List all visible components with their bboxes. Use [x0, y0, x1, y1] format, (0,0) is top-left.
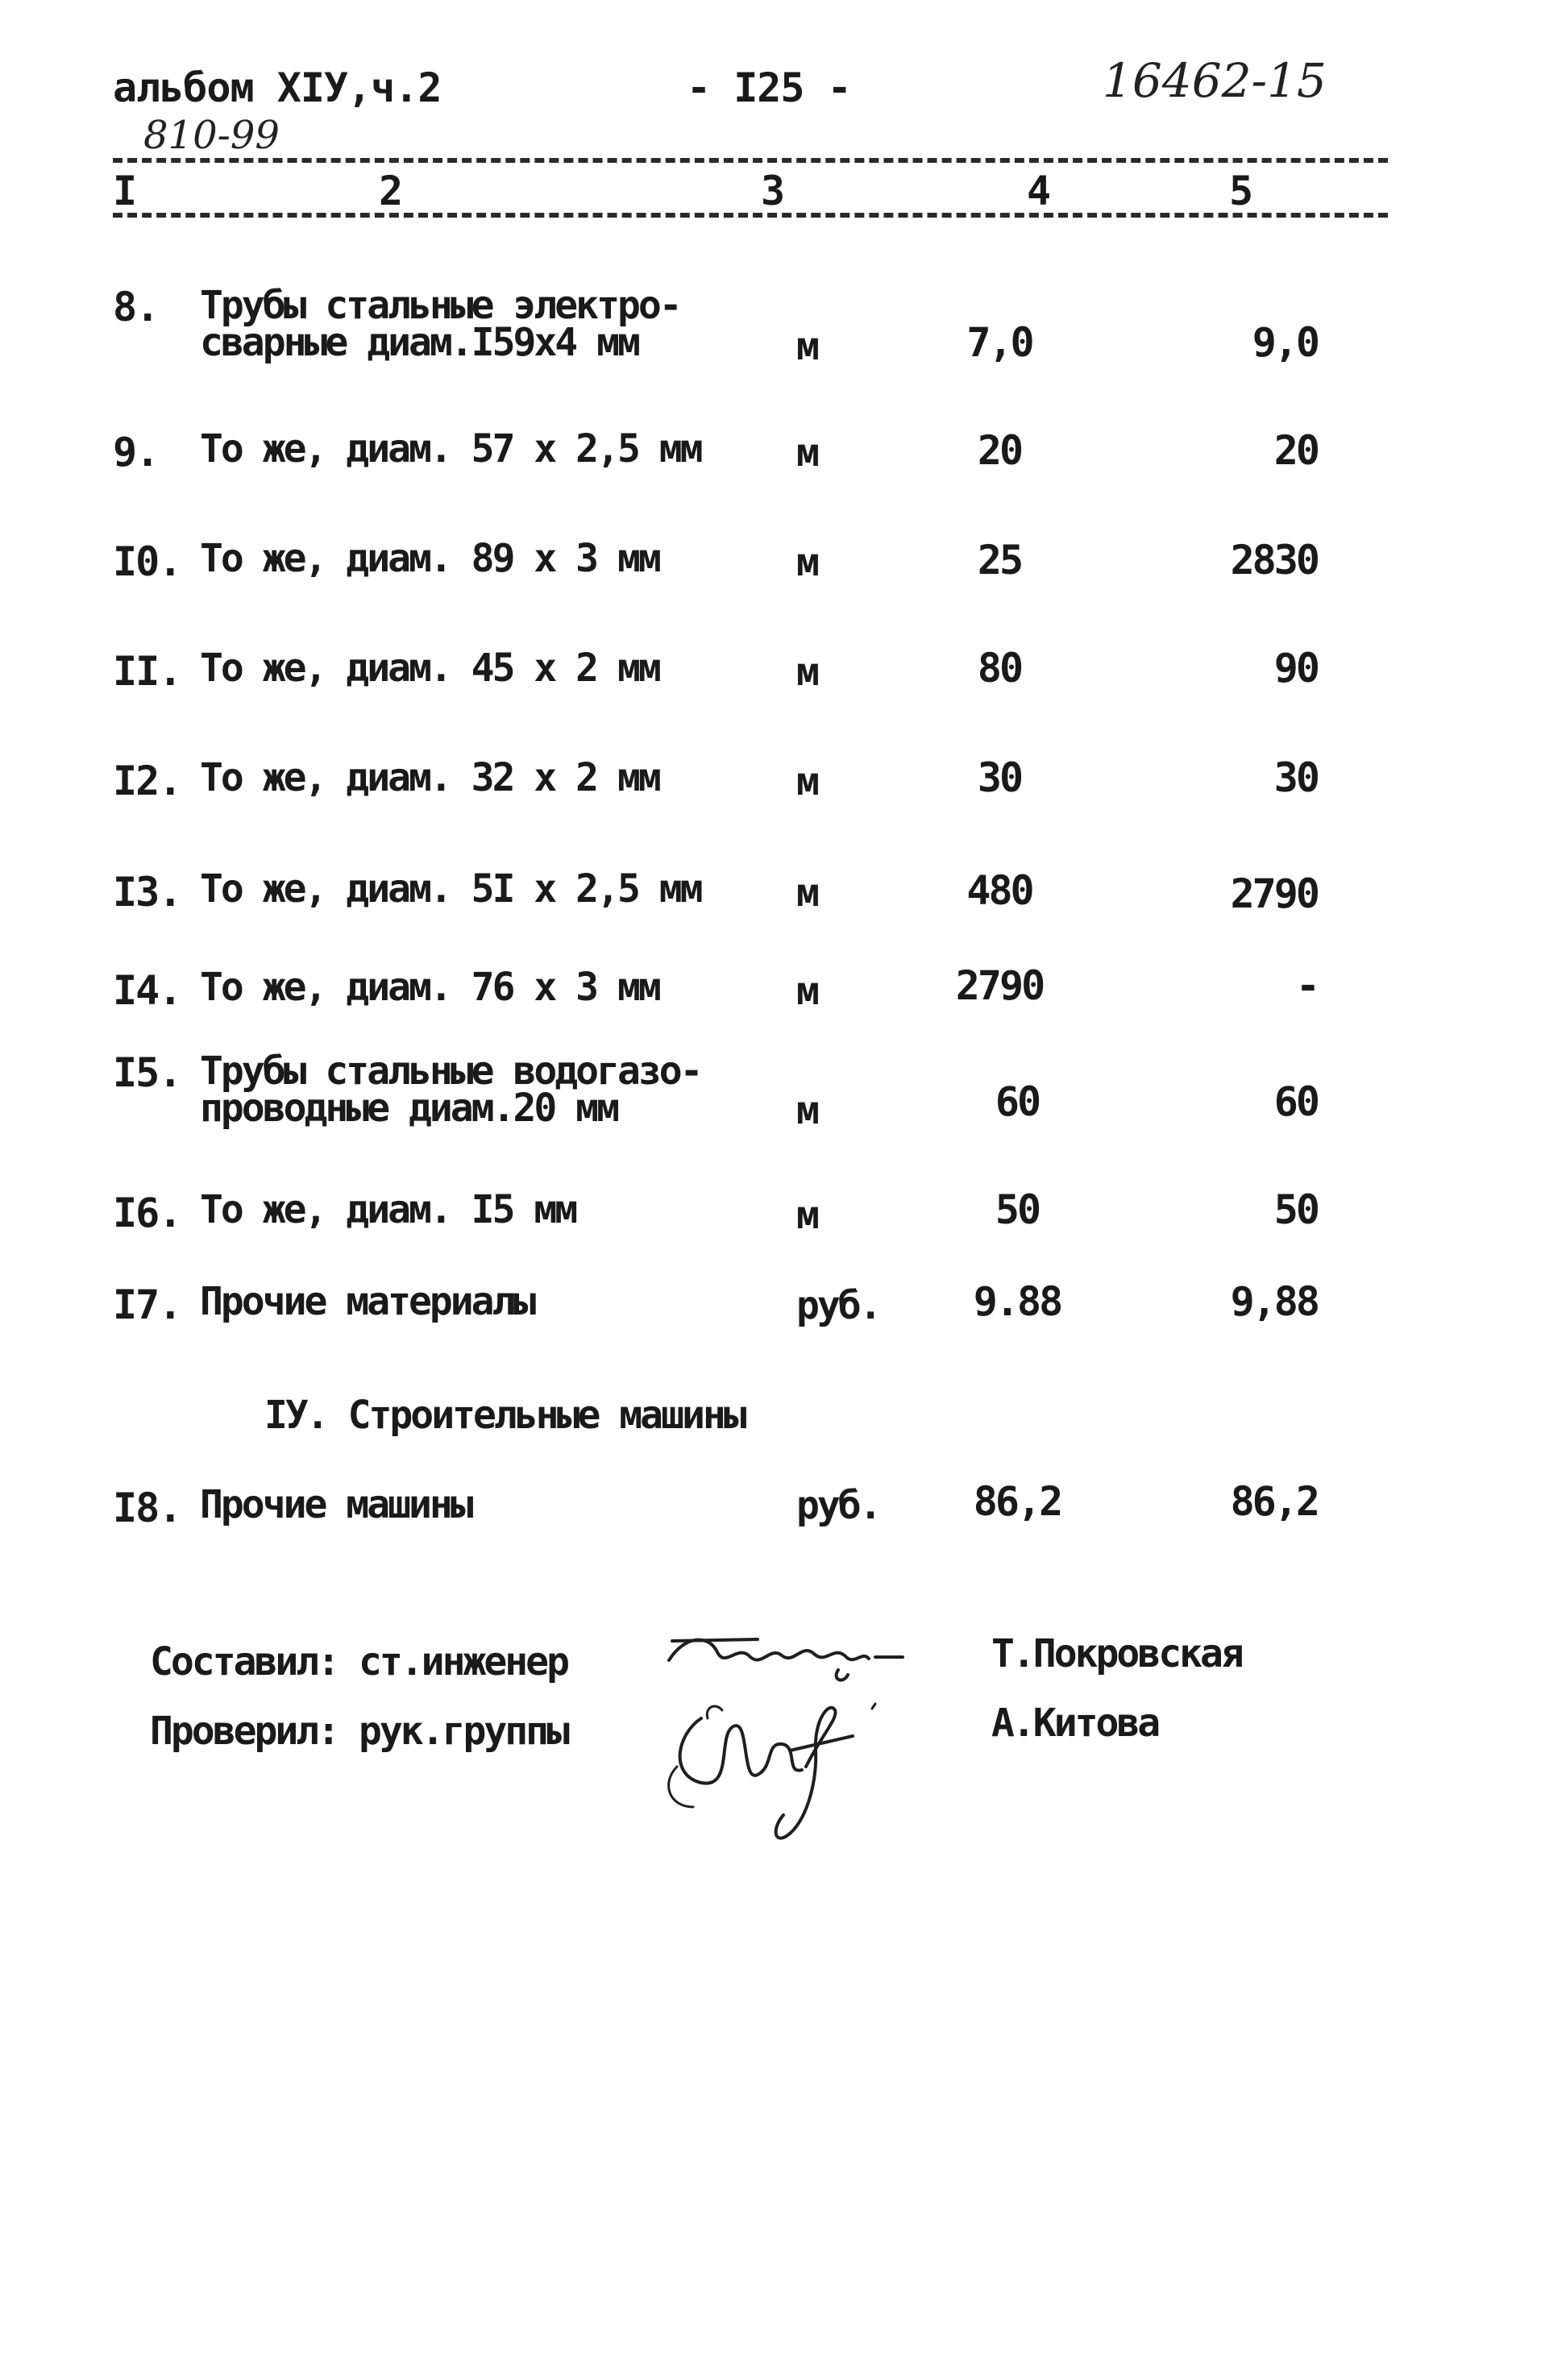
row-unit: м [796, 430, 817, 476]
row-number: I6. [113, 1190, 181, 1236]
row-name: То же, диам. I5 мм [200, 1187, 576, 1232]
row-number: I0. [113, 538, 181, 585]
row-unit: м [796, 969, 817, 1014]
checked-by-name: А.Китова [991, 1701, 1159, 1746]
row-value-col5: 2790 [1230, 870, 1318, 917]
column-number-4: 4 [1027, 168, 1052, 214]
row-value-col5: - [1295, 962, 1318, 1009]
row-value-col4: 30 [977, 754, 1022, 801]
row-value-col4: 50 [995, 1186, 1040, 1233]
row-number: I7. [113, 1281, 181, 1328]
series-code: 810-99 [143, 113, 280, 158]
signature-checked-scribble [645, 1686, 903, 1847]
row-number: 8. [113, 284, 159, 330]
row-name: То же, диам. 5I x 2,5 мм [200, 866, 701, 912]
row-unit: м [796, 1088, 817, 1133]
row-name: Прочие материалы [200, 1279, 534, 1324]
row-number: I5. [113, 1049, 181, 1096]
row-unit: м [796, 324, 817, 369]
row-number: I8. [113, 1485, 181, 1531]
row-number: I3. [113, 869, 181, 916]
row-unit: м [796, 870, 817, 916]
row-value-col5: 9,88 [1230, 1278, 1318, 1325]
row-number: I2. [113, 758, 181, 804]
row-unit: м [796, 650, 817, 695]
row-unit: м [796, 540, 817, 585]
row-unit: руб. [796, 1283, 880, 1328]
row-name: Прочие машины [200, 1482, 471, 1527]
row-value-col5: 9,0 [1252, 319, 1318, 366]
row-value-col4: 7,0 [966, 319, 1032, 366]
column-number-3: 3 [761, 168, 786, 214]
page-number: - I25 - [687, 64, 851, 111]
row-name: Трубы стальные водогазо- проводные диам.20 мм [200, 1049, 701, 1131]
compiled-by-name: Т.Покровская [991, 1631, 1242, 1676]
row-value-col4: 86,2 [973, 1478, 1061, 1525]
row-name: То же, диам. 32 x 2 мм [200, 755, 659, 800]
row-name: Трубы стальные электро- сварные диам.I59x4 мм [200, 283, 680, 365]
signature-compiled-scribble [661, 1628, 919, 1693]
row-value-col4: 60 [995, 1078, 1040, 1125]
doc-code: 16462-15 [1103, 53, 1327, 108]
row-value-col5: 60 [1273, 1078, 1318, 1125]
row-value-col4: 25 [977, 537, 1022, 584]
album-label: альбом XIУ,ч.2 [113, 64, 442, 111]
row-name: То же, диам. 45 x 2 мм [200, 646, 659, 691]
row-unit: м [796, 1193, 817, 1238]
row-value-col4: 9.88 [973, 1278, 1061, 1325]
section-title: IУ. Строительные машины [264, 1393, 745, 1438]
compiled-by-label: Составил: ст.инженер [150, 1639, 567, 1684]
row-value-col5: 86,2 [1230, 1478, 1318, 1525]
header-rule-top [113, 158, 1388, 163]
row-name: То же, диам. 76 x 3 мм [200, 965, 659, 1010]
row-number: I4. [113, 967, 181, 1014]
row-value-col5: 20 [1273, 427, 1318, 474]
column-number-1: I [113, 168, 138, 214]
row-name: То же, диам. 89 x 3 мм [200, 536, 659, 581]
row-number: 9. [113, 429, 159, 476]
header-rule-bottom [113, 213, 1388, 218]
column-number-2: 2 [379, 168, 404, 214]
row-value-col4: 80 [977, 645, 1022, 692]
row-unit: м [796, 759, 817, 804]
checked-by-label: Проверил: рук.группы [150, 1709, 567, 1754]
row-value-col5: 90 [1273, 645, 1318, 692]
row-number: II. [113, 648, 181, 695]
row-value-col4: 480 [966, 867, 1032, 914]
row-value-col5: 30 [1273, 754, 1318, 801]
column-number-5: 5 [1229, 168, 1254, 214]
row-unit: руб. [796, 1483, 880, 1528]
row-name: То же, диам. 57 x 2,5 мм [200, 426, 701, 471]
row-value-col4: 2790 [955, 962, 1044, 1009]
row-value-col4: 20 [977, 427, 1022, 474]
row-value-col5: 50 [1273, 1186, 1318, 1233]
row-value-col5: 2830 [1230, 537, 1318, 584]
